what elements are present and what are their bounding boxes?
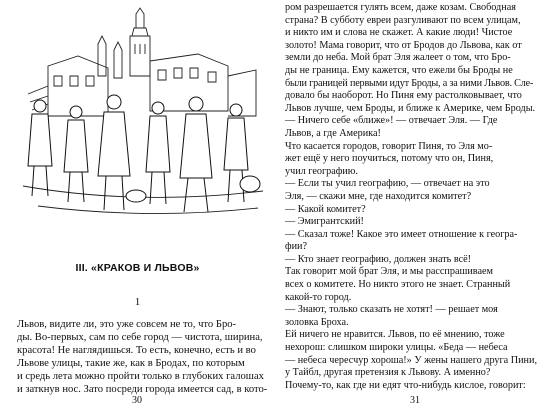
text-line: Львов, а где Америка! [285, 127, 381, 139]
text-line: какой-то город. [285, 291, 352, 303]
text-line: Почему-то, как где ни едят что-нибудь кислое, говорит: [285, 379, 526, 391]
text-line: учил географию. [285, 165, 358, 177]
text-line: Львов, видите ли, это уже совсем не то, что Бро- [17, 319, 237, 330]
text-line: — Какой комитет? [285, 203, 366, 215]
text-line: и заткнув нос. Зато посреди города имеется сад, в кото- [17, 384, 268, 396]
left-body-text [17, 318, 268, 397]
text-line: и средь лета можно пройти только в глубоких галошах [17, 371, 264, 383]
text-line: всех о комитете. Но никто этого не знает. Странный [285, 279, 511, 291]
text-line: страна? В субботу евреи разгуливают по всем улицам, [285, 14, 521, 26]
text-line: — Ничего себе «ближе»! — отвечает Эля. — Где [285, 115, 498, 127]
text-line: ром разрешается гулять всем, даже козам. Свободная [285, 2, 516, 13]
text-line: жет ещё у него поучиться, потому что он, Пиня, [285, 153, 494, 165]
text-line: Львов лучше, чем Броды, и ближе к Америке, чем Броды. [285, 102, 536, 114]
text-line: довало бы наоборот. Но Пиня ему растолковывает, что [285, 90, 522, 102]
section-number: 1 [134, 296, 141, 308]
text-line: — Кто знает географию, должен знать всё! [285, 253, 472, 265]
text-line: Львове улицы, такие же, как в Бродах, по которым [17, 358, 245, 370]
text-line: фии? [285, 241, 308, 253]
text-line: у Тайбл, другая претензия к Львову. А именно? [285, 367, 491, 379]
street-scene-illustration [18, 6, 268, 228]
text-line: золовка Броха. [285, 316, 349, 328]
text-line: земли до неба. Мой брат Эля жалеет о том, что Бро- [285, 52, 511, 64]
text-line: золото! Мама говорит, что от Бродов до Львова, как от [285, 39, 522, 51]
text-line: Ей ничего не нравится. Львов, по её мнению, тоже [285, 329, 505, 341]
text-line: Эля, — скажи мне, где находится комитет? [285, 190, 472, 202]
chapter-title: III. «КРАКОВ И ЛЬВОВ» [75, 262, 200, 274]
text-line: — Эмигрантский! [285, 216, 364, 228]
right-page [275, 0, 550, 410]
text-line: — небеса чересчур хороша!» У жены нашего друга Пини, [285, 354, 538, 366]
text-line: нехорош: слишком широки улицы. «Беда — небеса [285, 342, 508, 354]
text-line: — Если ты учил географию, — отвечает на это [285, 178, 490, 190]
text-line: — Сказал тоже! Какое это имеет отношение к геогра- [285, 228, 518, 240]
right-body-text [285, 2, 543, 392]
page-number-right: 31 [410, 395, 420, 406]
text-line: — Знают, только сказать не хотят! — решает моя [285, 304, 498, 316]
text-line: Так говорит мой брат Эля, и мы расспрашиваем [285, 266, 493, 278]
text-line: Что касается городов, говорит Пиня, то Эля мо- [285, 140, 493, 152]
text-line: красота! Не наглядишься. То есть, конечно, есть и во [17, 345, 256, 357]
page-number-left: 30 [132, 395, 142, 406]
text-line: ды не граница. Ему кажется, что ежели бы Броды не [285, 64, 513, 76]
text-line: были границей первыми идут Броды, а за ними Львов. Сле- [285, 77, 534, 89]
text-line: и никто им и слова не скажет. А какие люди! Чистое [285, 27, 513, 39]
text-line: ды. Во-первых, сам по себе город — чистота, ширина, [17, 332, 263, 344]
